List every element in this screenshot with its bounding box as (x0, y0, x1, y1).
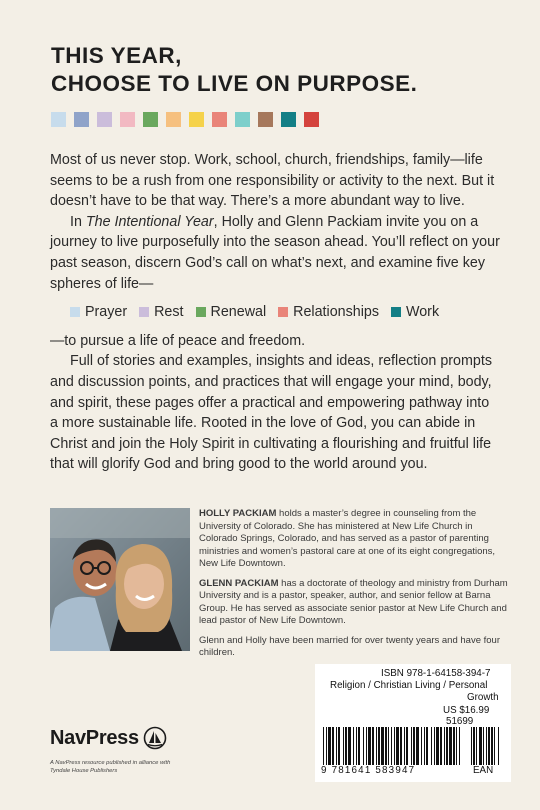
ean-label: EAN (473, 765, 494, 776)
legend-swatch (278, 307, 288, 317)
publisher-logo (50, 726, 167, 750)
bio-holly-text: holds a master’s degree in counseling from the University of Colorado. She has ministered at New Life Church in Colorado Springs, Colorado, and has served as a pastor of parenting ministries and women’s pastoral care at one of its eight congregations, New Life Downtown. (199, 508, 496, 569)
legend-label: Renewal (210, 304, 267, 321)
color-swatch (189, 112, 204, 127)
legend-label: Relationships (293, 304, 379, 321)
paragraph-intro: Most of us never stop. Work, school, church, friendships, family—life seems to be a rush from one responsibility or activity to the next. But it doesn’t have to be that way. There’s a more abundant way to live. (50, 152, 495, 210)
bio-holly (199, 508, 509, 571)
paragraph-invitation-text: , Holly and Glenn Packiam invite you on a journey to live purposefully into the season ahead. You’ll reflect on your past season, discern God’s call on what’s next, and examine five key spheres of life— (50, 213, 500, 292)
barcode-panel (315, 664, 511, 782)
headline (51, 42, 511, 98)
color-swatch (235, 112, 250, 127)
legend-item (196, 302, 267, 323)
color-swatch (120, 112, 135, 127)
paragraph-invitation-prefix: In (70, 213, 86, 230)
bio-closing: Glenn and Holly have been married for over twenty years and have four children. (199, 634, 500, 658)
publisher-tagline: A NavPress resource published in alliance with Tyndale House Publishers (50, 760, 171, 774)
spheres-legend (70, 302, 500, 323)
price-text: US $16.99 (443, 705, 490, 716)
legend-label: Prayer (85, 304, 128, 321)
bio-glenn (199, 578, 509, 628)
color-swatch (143, 112, 158, 127)
color-swatch (74, 112, 89, 127)
legend-label: Rest (154, 304, 184, 321)
price-code: 51699 (446, 716, 474, 727)
ean-digits: 9 781641 583947 (321, 765, 416, 776)
legend-swatch (391, 307, 401, 317)
paragraph-invitation (50, 212, 500, 294)
headline-line-1: THIS YEAR, (51, 43, 182, 68)
legend-label: Work (406, 304, 440, 321)
color-swatch (258, 112, 273, 127)
bio-glenn-text: has a doctorate of theology and ministry from Durham University and is a pastor, speaker, author, and senior fellow at Barna Group. He has served as associate senior pastor at New Life Church and lead pastor of New Life Downtown. (199, 577, 508, 626)
color-swatch (212, 112, 227, 127)
back-cover-copy (50, 150, 500, 475)
barcode-icon (321, 727, 505, 765)
paragraph-purpose: —to pursue a life of peace and freedom. (50, 332, 306, 349)
author-bios (199, 508, 509, 667)
category-line-1: Religion / Christian Living / Personal (330, 680, 488, 691)
color-swatch (304, 112, 319, 127)
color-swatch (281, 112, 296, 127)
legend-item (391, 302, 439, 323)
legend-swatch (196, 307, 206, 317)
publisher-name: NavPress (50, 726, 139, 749)
color-swatch-row (51, 112, 319, 128)
legend-swatch (70, 307, 80, 317)
isbn-text: ISBN 978-1-64158-394-7 (381, 668, 491, 679)
sailboat-icon (143, 726, 167, 750)
legend-item (70, 302, 127, 323)
bio-glenn-name: GLENN PACKIAM (199, 577, 279, 589)
legend-swatch (139, 307, 149, 317)
book-title: The Intentional Year (85, 213, 214, 230)
paragraph-description: Full of stories and examples, insights and ideas, reflection prompts and discussion points, and practices that will engage your mind, body, and spirit, these pages offer a practical and empowering pathway into a more sustainable life. Rooted in the love of God, you can abide in Christ and join the Holy Spirit in cultivating a flourishing and fruitful life that will glorify God and bring good to the world around you. (50, 353, 492, 473)
legend-item (139, 302, 183, 323)
headline-line-2: CHOOSE TO LIVE ON PURPOSE. (51, 71, 418, 96)
category-line-2: Growth (467, 692, 499, 703)
color-swatch (166, 112, 181, 127)
legend-item (278, 302, 379, 323)
bio-holly-name: HOLLY PACKIAM (199, 508, 277, 519)
color-swatch (51, 112, 66, 127)
author-photo (50, 508, 190, 651)
color-swatch (97, 112, 112, 127)
